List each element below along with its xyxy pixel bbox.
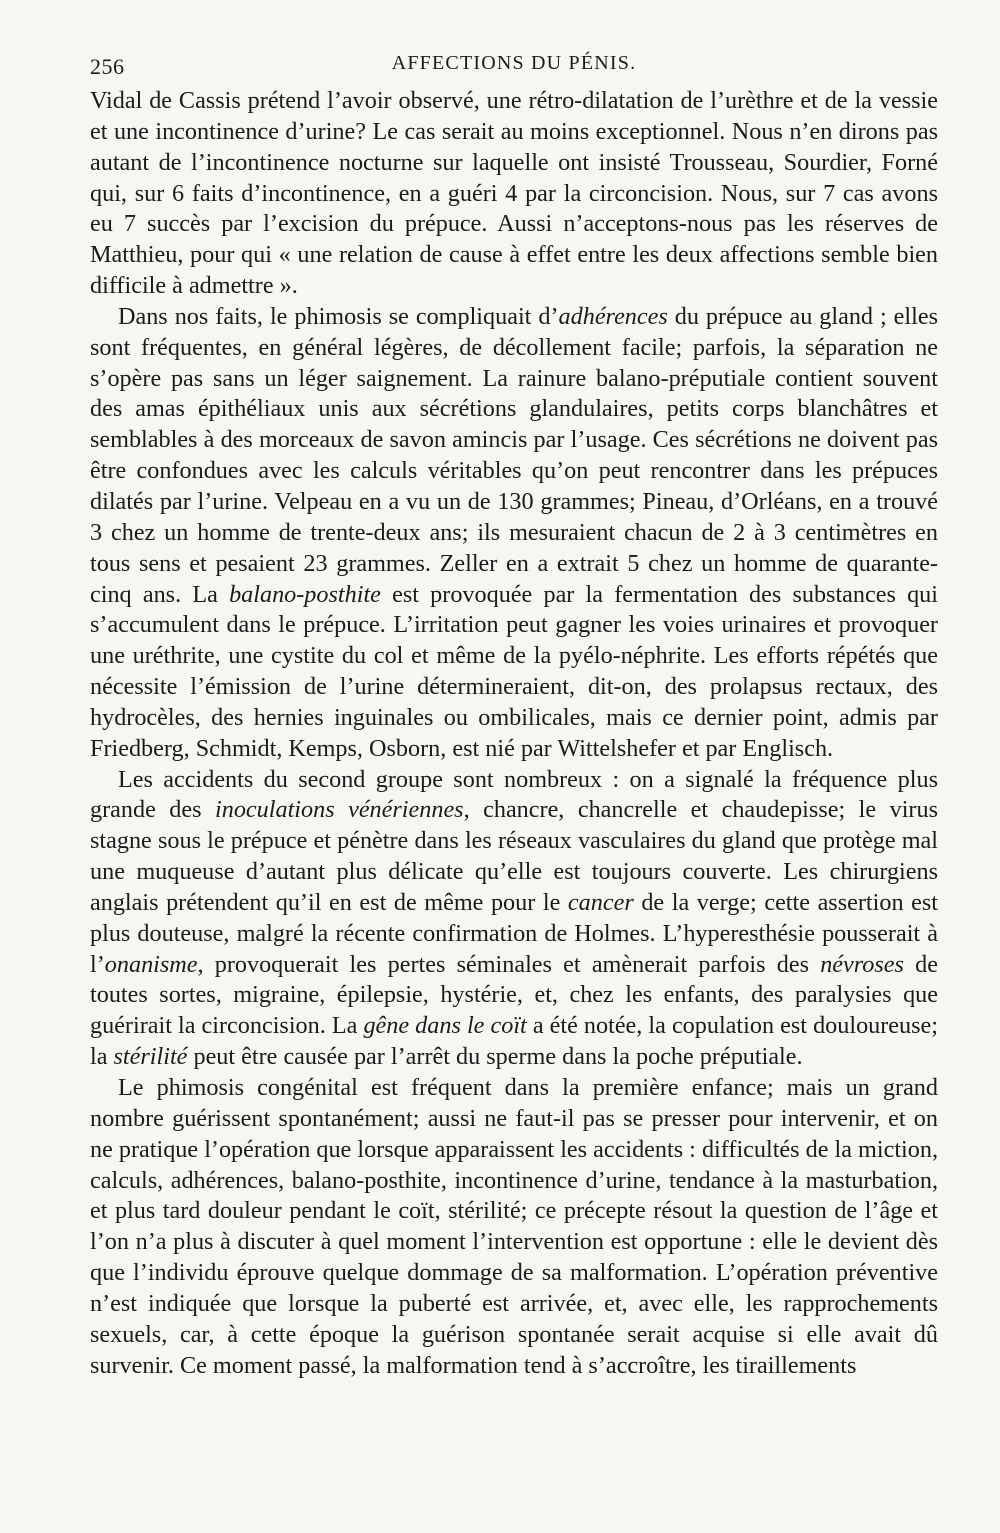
page-number: 256 xyxy=(90,54,125,79)
paragraph-4 xyxy=(90,1073,938,1381)
paragraph-text: Vidal de Cassis prétend l’avoir observé, une rétro-dilatation de l’urèthre et de la vessie et une incontinence d’urine? Le cas serait au moins exceptionnel. Nous n’en dirons pas autant de l’incontinence nocturne sur laquelle ont insisté Trousseau, Sourdier, Forné qui, sur 6 faits d’incontinence, en a guéri 4 par la circoncision. Nous, sur 7 cas avons eu 7 succès par l’excision du prépuce. Aussi n’acceptons-nous pas les réserves de Matthieu, pour qui « une relation de cause à effet entre les deux affections semble bien difficile à admettre ». xyxy=(90,87,938,300)
paragraph-text: Dans nos faits, le phimosis se compliquait d’ xyxy=(118,302,559,330)
paragraph-text: , chancre, chancrelle et chaudepisse; le virus stagne sous le prépuce et pénètre dans les réseaux vasculaires du gland que protège mal une muqueuse d’autant plus délicate qu’elle est toujours couverte. Les chirurgiens anglais prétendent qu’il en est de même pour le xyxy=(90,796,938,916)
paragraph-text: de toutes sortes, migraine, épilepsie, hystérie, et, chez les enfants, des paralysies que guérirait la circoncision. La xyxy=(90,950,938,1040)
paragraph-text: a été notée, la copulation est douloureuse; la xyxy=(90,1012,939,1071)
running-head xyxy=(90,48,938,82)
running-title: AFFECTIONS DU PÉNIS. xyxy=(391,52,637,74)
body-text xyxy=(90,86,938,1381)
italic-term: balano-posthite xyxy=(229,580,381,608)
paragraph-text: Le phimosis congénital est fréquent dans la première enfance; mais un grand nombre guérissent spontanément; aussi ne faut-il pas se presser pour intervenir, et on ne pratique l’opération que lorsque apparaissent les accidents : difficultés de la miction, calculs, adhérences, balano-posthite, incontinence d’urine, tendance à la masturbation, et plus tard douleur pendant le coït, stérilité; ce précepte résout la question de l’âge et l’on n’a plus à discuter à quel moment l’intervention est opportune : elle le devient dès que l’individu éprouve quelque dommage de sa malformation. L’opération préventive n’est indiquée que lorsque la puberté est arrivée, et, avec elle, les rapprochements sexuels, car, à cette époque la guérison spontanée serait acquise si elle avait dû survenir. Ce moment passé, la malformation tend à s’accroître, les tiraillements xyxy=(90,1074,938,1379)
italic-term: onanisme xyxy=(104,950,198,978)
paragraph-3 xyxy=(90,765,938,1073)
paragraph-text: , provoquerait les pertes séminales et amènerait parfois des xyxy=(197,950,821,978)
paragraph-2 xyxy=(90,302,938,765)
italic-term: inoculations vénériennes xyxy=(215,796,464,824)
italic-term: adhérences xyxy=(558,302,668,330)
italic-term: stérilité xyxy=(113,1043,188,1071)
paragraph-1 xyxy=(90,86,938,302)
italic-term: névroses xyxy=(820,950,904,978)
paragraph-text: Les accidents du second groupe sont nombreux : on a signalé la fréquence plus grande des xyxy=(90,765,938,824)
paragraph-text: de la verge; cette assertion est plus douteuse, malgré la récente confirmation de Holmes. L’hyperesthésie pousserait à l’ xyxy=(90,888,938,978)
paragraph-text: peut être causée par l’arrêt du sperme dans la poche préputiale. xyxy=(187,1043,803,1071)
italic-term: gêne dans le coït xyxy=(363,1012,527,1040)
italic-term: cancer xyxy=(567,888,634,916)
paragraph-text: est provoquée par la fermentation des substances qui s’accumulent dans le prépuce. L’irritation peut gagner les voies urinaires et provoquer une uréthrite, une cystite du col et même de la pyélo-néphrite. Les efforts répétés que nécessite l’émission de l’urine détermineraient, dit-on, des prolapsus rectaux, des hydrocèles, des hernies inguinales ou ombilicales, mais ce dernier point, admis par Friedberg, Schmidt, Kemps, Osborn, est nié par Wittelshefer et par Englisch. xyxy=(90,580,938,762)
paragraph-text: du prépuce au gland ; elles sont fréquentes, en général légères, de décollement facile; parfois, la séparation ne s’opère pas sans un léger saignement. La rainure balano-préputiale contient souvent des amas épithéliaux unis aux sécrétions glandulaires, petits corps blanchâtres et semblables à des morceaux de savon amincis par l’usage. Ces sécrétions ne doivent pas être confondues avec les calculs véritables qu’on peut rencontrer dans les prépuces dilatés par l’urine. Velpeau en a vu un de 130 grammes; Pineau, d’Orléans, en a trouvé 3 chez un homme de trente-deux ans; ils mesuraient chacun de 2 à 3 centimètres en tous sens et pesaient 23 grammes. Zeller en a extrait 5 chez un homme de quarante-cinq ans. La xyxy=(90,302,939,608)
